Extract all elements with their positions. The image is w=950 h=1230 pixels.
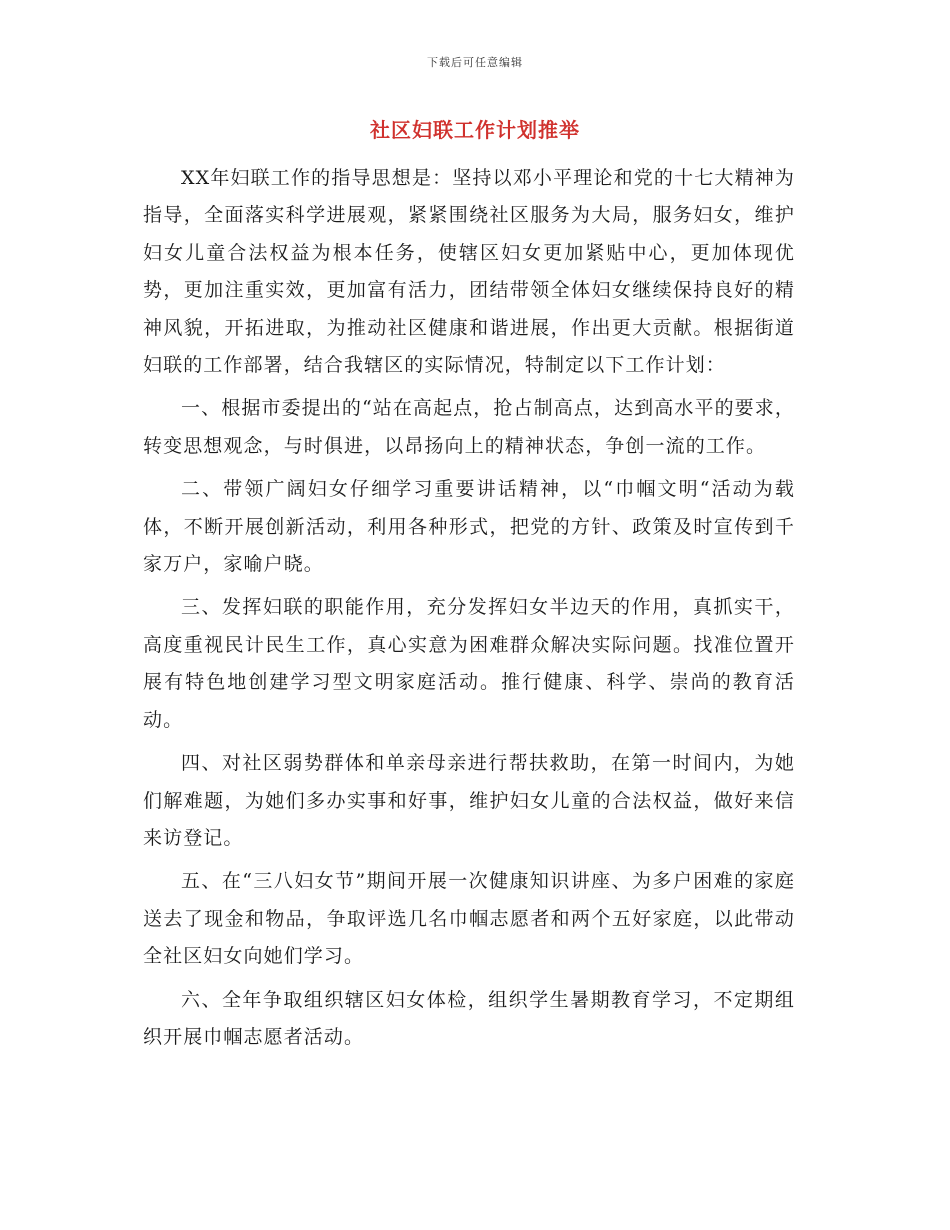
paragraph-item-4: 四、对社区弱势群体和单亲母亲进行帮扶救助，在第一时间内，为她们解难题，为她们多办实事和好事，维护妇女儿童的合法权益，做好来信来访登记。 xyxy=(143,752,795,849)
paragraph-item-6: 六、全年争取组织辖区妇女体检，组织学生暑期教育学习，不定期组织开展巾帼志愿者活动。 xyxy=(143,988,795,1048)
paragraph-item-1: 一、根据市委提出的“站在高起点，抢占制高点，达到高水平的要求，转变思想观念，与时俱进，以昂扬向上的精神状态，争创一流的工作。 xyxy=(143,397,795,457)
paragraph-item-2: 二、带领广阔妇女仔细学习重要讲话精神，以“巾帼文明“活动为载体，不断开展创新活动，利用各种形式，把党的方针、政策及时宣传到千家万户，家喻户晓。 xyxy=(143,478,795,576)
document-title: 社区妇联工作计划推举 xyxy=(370,118,580,142)
paragraph-item-3: 三、发挥妇联的职能作用，充分发挥妇女半边天的作用，真抓实干，高度重视民计民生工作，真心实意为困难群众解决实际问题。找准位置开展有特色地创建学习型文明家庭活动。推行健康、科学、崇尚的教育活动。 xyxy=(143,596,795,731)
paragraph-intro: XX年妇联工作的指导思想是：坚持以邓小平理论和党的十七大精神为指导，全面落实科学进展观，紧紧围绕社区服务为大局，服务妇女，维护妇女儿童合法权益为根本任务，使辖区妇女更加紧贴中心，更加体现优势，更加注重实效，更加富有活力，团结带领全体妇女继续保持良好的精神风貌，开拓进取，为推动社区健康和谐进展，作出更大贡献。根据街道妇联的工作部署，结合我辖区的实际情况，特制定以下工作计划： xyxy=(143,167,795,377)
document-body xyxy=(143,160,795,1062)
page-header-note: 下载后可任意编辑 xyxy=(427,56,523,69)
paragraph-item-5: 五、在“三八妇女节”期间开展一次健康知识讲座、为多户困难的家庭送去了现金和物品，争取评选几名巾帼志愿者和两个五好家庭，以此带动全社区妇女向她们学习。 xyxy=(143,870,795,968)
